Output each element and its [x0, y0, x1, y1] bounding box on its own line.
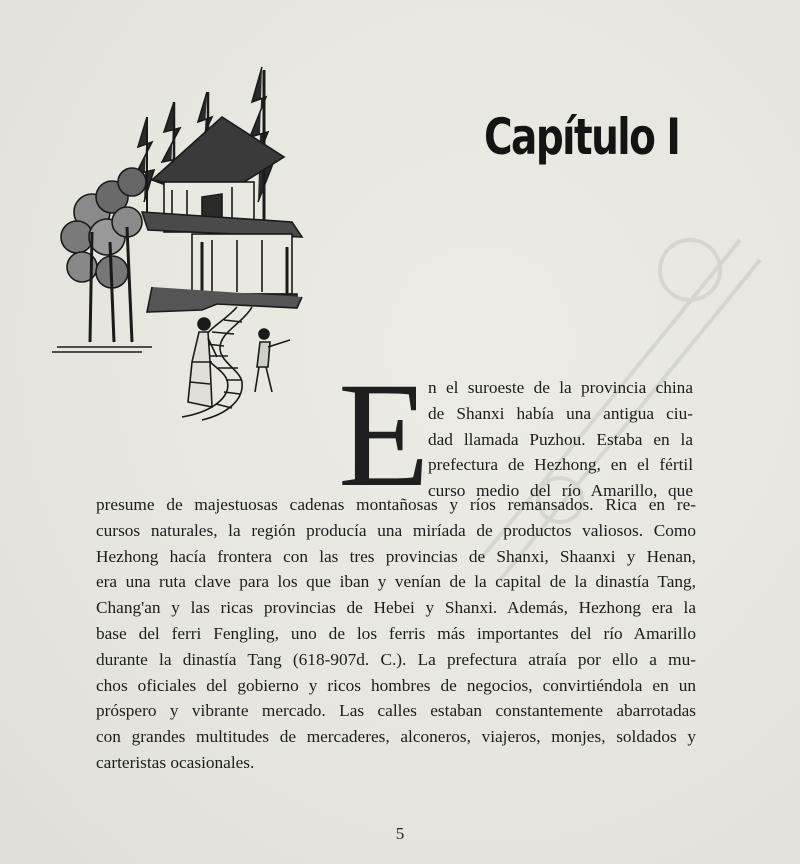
text-line: durante la dinastía Tang (618-907d. C.). La prefectura atraía por ello a mu- — [96, 649, 696, 669]
drop-cap: E — [338, 352, 430, 518]
chapter-title: Capítulo I — [484, 108, 680, 166]
text-line: presume de majestuosas cadenas montañosas y ríos remansados. Rica en re- — [96, 495, 696, 514]
opening-paragraph-body — [96, 492, 696, 776]
chapter-illustration — [52, 62, 312, 427]
text-line: Chang'an y las ricas provincias de Hebei y Shanxi. Además, Hezhong era la — [96, 598, 696, 618]
text-line: próspero y vibrante mercado. Las calles estaban constantemente abarrotadas — [96, 701, 696, 721]
text-line: era una ruta clave para los que iban y venían de la capital de la dinastía Tang, — [96, 572, 696, 592]
text-line: cursos naturales, la región producía una miríada de productos valiosos. Como — [96, 520, 696, 540]
text-line: chos oficiales del gobierno y ricos hombres de negocios, convirtiéndola en un — [96, 675, 696, 695]
text-line: de Shanxi había una antigua ciu- — [428, 403, 693, 423]
text-line: carteristas ocasionales. — [96, 752, 255, 772]
text-line: prefectura de Hezhong, en el fértil — [428, 455, 693, 475]
text-line: base del ferri Fengling, uno de los ferris más importantes del río Amarillo — [96, 623, 696, 643]
page-number: 5 — [395, 824, 405, 843]
text-line: n el suroeste de la provincia china — [428, 378, 693, 397]
text-line: dad llamada Puzhou. Estaba en la — [428, 429, 693, 449]
opening-paragraph-lead — [428, 375, 693, 504]
text-line: Hezhong hacía frontera con las tres provincias de Shanxi, Shaanxi y Henan, — [96, 546, 696, 566]
text-line: con grandes multitudes de mercaderes, alconeros, viajeros, monjes, soldados y — [96, 727, 696, 747]
text-line: curso medio del río Amarillo, que — [428, 481, 693, 501]
